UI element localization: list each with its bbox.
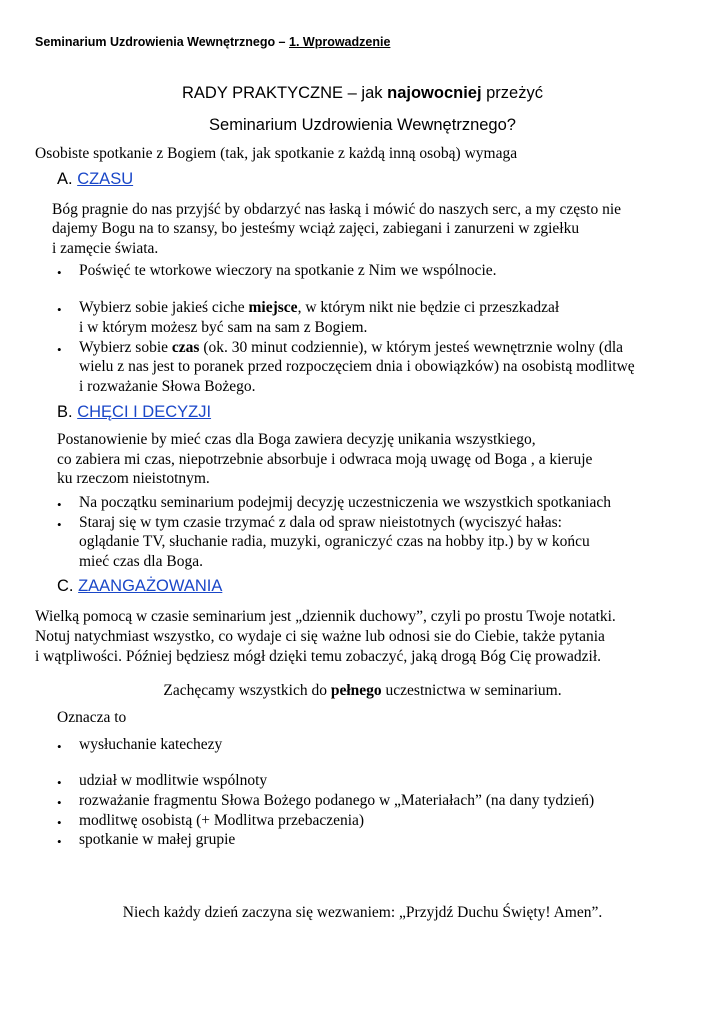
paragraph-line: i zamęcie świata. [52, 240, 159, 257]
header-section: 1. Wprowadzenie [289, 35, 391, 49]
bullet-icon: • [57, 517, 62, 532]
section-c-heading [57, 577, 222, 596]
encouragement-text: uczestnictwa w seminarium. [381, 682, 562, 699]
section-letter: B. [57, 403, 78, 421]
paragraph-line: Wielką pomocą w czasie seminarium jest „dziennik duchowy”, czyli po prostu Twoje notatki. [35, 608, 616, 625]
title-text: jak [361, 84, 388, 102]
list-item: Staraj się w tym czasie trzymać z dala od spraw nieistotnych (wyciszyć hałas: [79, 514, 562, 531]
list-item-bold: czas [171, 339, 200, 356]
list-item: Poświęć te wtorkowe wieczory na spotkanie z Nim we wspólnocie. [79, 262, 497, 279]
list-item: Na początku seminarium podejmij decyzję uczestniczenia we wszystkich spotkaniach [79, 494, 611, 511]
bullet-icon: • [57, 775, 62, 790]
bullet-icon: • [57, 795, 62, 810]
list-item: modlitwę osobistą (+ Modlitwa przebaczenia) [79, 812, 365, 829]
list-item-continuation: i w którym możesz być sam na sam z Bogiem. [79, 319, 368, 336]
section-a-heading [57, 170, 133, 189]
bullet-icon: • [57, 302, 62, 317]
list-item-text: Wybierz sobie jakieś ciche [79, 299, 249, 316]
list-item: rozważanie fragmentu Słowa Bożego podanego w „Materiałach” (na dany tydzień) [79, 792, 595, 809]
bullet-icon: • [57, 739, 62, 754]
encouragement-line [0, 682, 725, 700]
title-bold: najowocniej [387, 84, 482, 102]
list-item [79, 339, 623, 357]
list-item [79, 299, 559, 317]
list-item-continuation: oglądanie TV, słuchanie radia, muzyki, ograniczyć czas na hobby itp.) by w końcu [79, 533, 590, 550]
bullet-icon: • [57, 342, 62, 357]
list-item-continuation: i rozważanie Słowa Bożego. [79, 378, 256, 395]
section-b-link[interactable]: CHĘCI I DECYZJI [77, 403, 212, 421]
section-c-link[interactable]: ZAANGAŻOWANIA [78, 577, 223, 595]
list-item-bold: miejsce [248, 299, 298, 316]
bullet-icon: • [57, 497, 62, 512]
section-letter: C. [57, 577, 79, 595]
title-dash: – [343, 84, 362, 102]
bullet-icon: • [57, 815, 62, 830]
bullet-icon: • [57, 834, 62, 849]
bullet-icon: • [57, 265, 62, 280]
list-item-text: , w którym nikt nie będzie ci przeszkadzał [297, 299, 560, 316]
intro-text: Osobiste spotkanie z Bogiem (tak, jak spotkanie z każdą inną osobą) wymaga [35, 145, 518, 162]
list-item: spotkanie w małej grupie [79, 831, 236, 848]
section-letter: A. [57, 170, 78, 188]
paragraph-line: i wątpliwości. Później będziesz mógł dzięki temu zobaczyć, jaką drogą Bóg Cię prowadził. [35, 648, 602, 665]
paragraph-line: Notuj natychmiast wszystko, co wydaje ci się ważne lub odnosi sie do Ciebie, także pytania [35, 628, 605, 645]
list-item: udział w modlitwie wspólnoty [79, 772, 268, 789]
paragraph-line: dajemy Bogu na to szansy, bo jesteśmy wciąż zajęci, zabiegani i zanurzeni w zgiełku [52, 220, 580, 237]
means-label: Oznacza to [57, 709, 127, 726]
title-line-1 [0, 84, 725, 103]
list-item-continuation: mieć czas dla Boga. [79, 553, 203, 570]
header-title: Seminarium Uzdrowienia Wewnętrznego – [35, 35, 286, 49]
paragraph-line: ku rzeczom nieistotnym. [57, 470, 210, 487]
page-header [35, 35, 390, 49]
closing-line: Niech każdy dzień zaczyna się wezwaniem: „Przyjdź Duchu Święty! Amen”. [122, 904, 603, 921]
encouragement-text: Zachęcamy wszystkich do [163, 682, 331, 699]
paragraph-line: Postanowienie by mieć czas dla Boga zawiera decyzję unikania wszystkiego, [57, 431, 536, 448]
section-b-heading [57, 403, 211, 422]
title-text: przeżyć [481, 84, 543, 102]
paragraph-line: co zabiera mi czas, niepotrzebnie absorbuje i odwraca moją uwagę od Boga , a kieruje [57, 451, 593, 468]
title-line-2: Seminarium Uzdrowienia Wewnętrznego? [209, 116, 516, 134]
list-item-continuation: wielu z nas jest to poranek przed rozpoczęciem dnia i obowiązków) na osobistą modlitwę [79, 358, 635, 375]
encouragement-bold: pełnego [330, 682, 382, 699]
list-item: wysłuchanie katechezy [79, 736, 223, 753]
section-a-link[interactable]: CZASU [77, 170, 134, 188]
list-item-text: (ok. 30 minut codziennie), w którym jesteś wewnętrznie wolny (dla [199, 339, 624, 356]
list-item-text: Wybierz sobie [79, 339, 172, 356]
paragraph-line: Bóg pragnie do nas przyjść by obdarzyć nas łaską i mówić do naszych serc, a my często nie [52, 201, 622, 218]
title-text: RADY PRAKTYCZNE [182, 84, 344, 102]
